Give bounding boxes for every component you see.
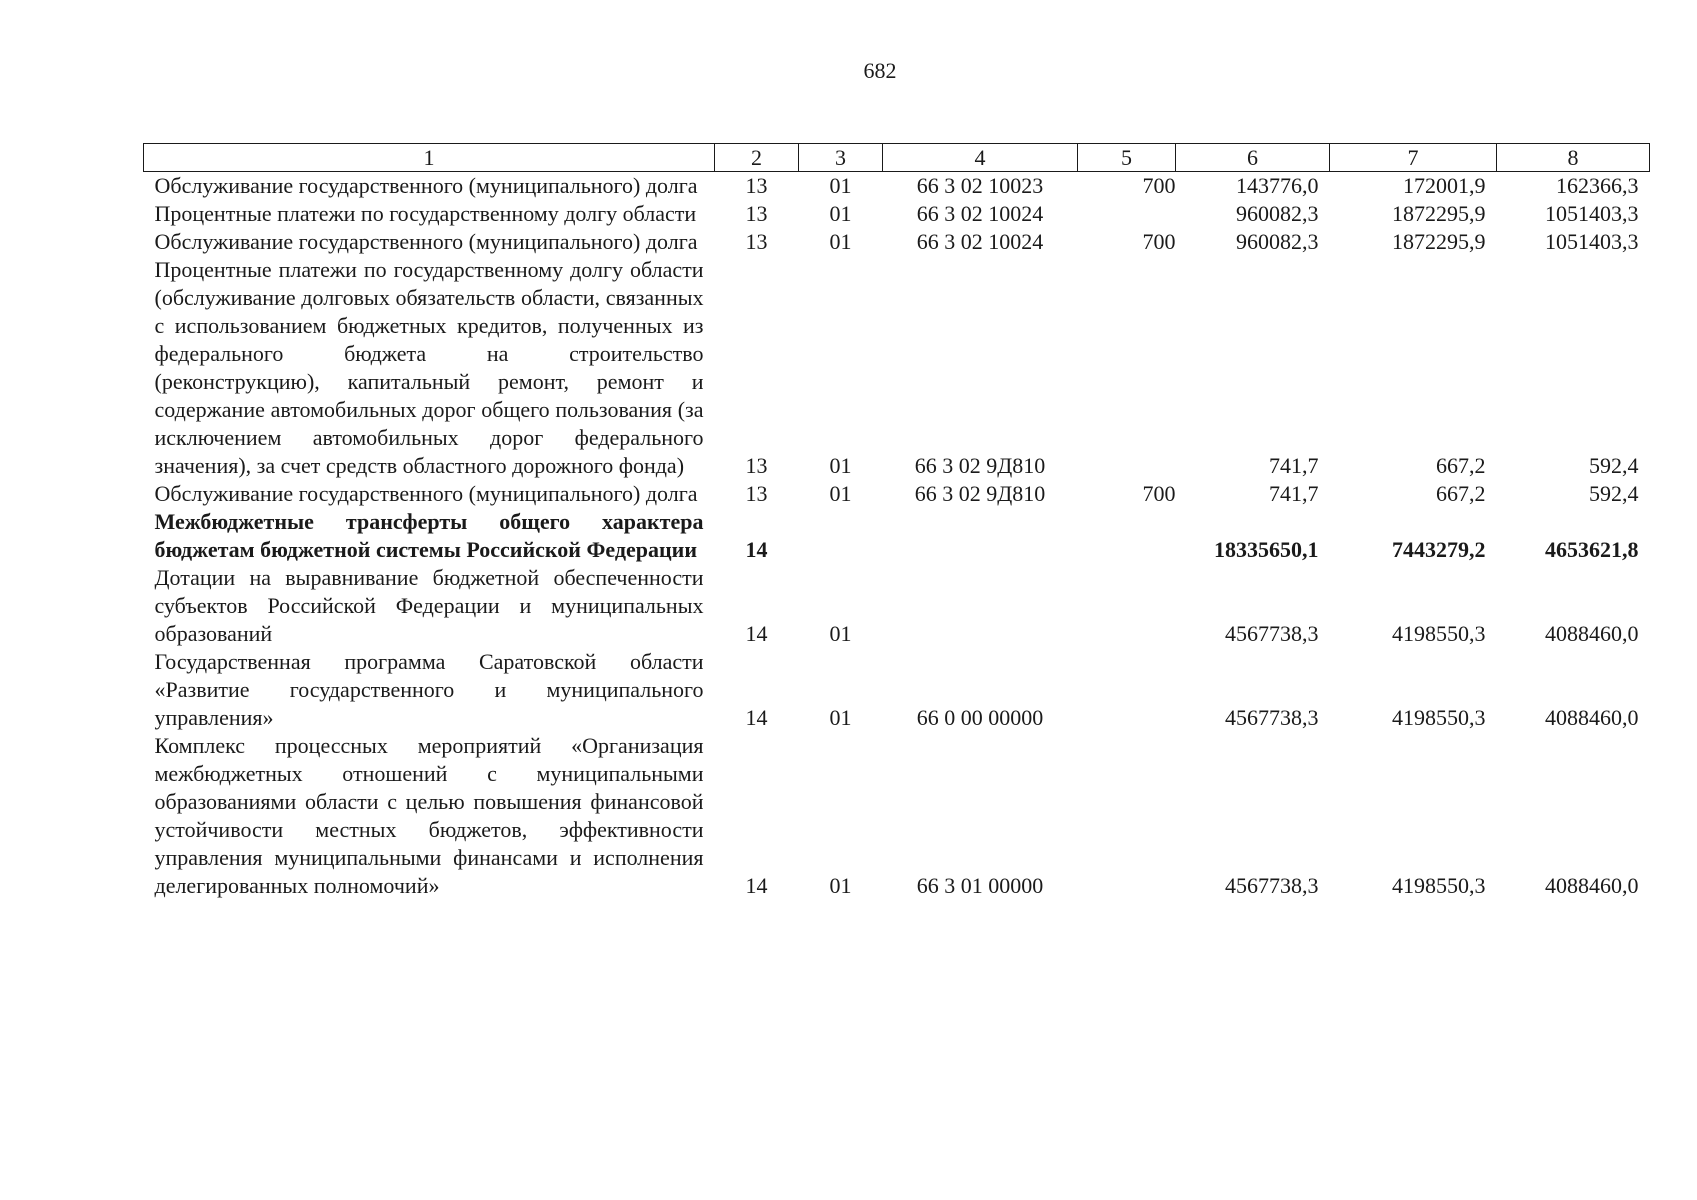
section-code: 14 [745,621,768,646]
subsection-code: 01 [829,229,852,254]
expense-type-code: 700 [1142,173,1176,198]
subsection-code [799,508,883,564]
amount-col-7: 172001,9 [1403,173,1486,198]
expense-type-code [1078,648,1176,732]
amount-col-6: 960082,3 [1236,201,1319,226]
section-code: 13 [745,229,768,254]
table-row [144,732,1650,900]
amount-col-8: 1051403,3 [1545,201,1639,226]
column-header-4: 4 [883,144,1078,172]
column-header-7: 7 [1330,144,1497,172]
expense-type-code [1078,508,1176,564]
amount-col-6: 143776,0 [1236,173,1319,198]
section-code: 14 [745,537,768,562]
target-article-code: 66 3 02 10023 [916,173,1044,198]
amount-col-8: 4088460,0 [1545,873,1639,898]
expense-type-code: 700 [1142,481,1176,506]
subsection-code: 01 [829,481,852,506]
amount-col-7: 7443279,2 [1392,537,1486,562]
table-row [144,564,1650,648]
amount-col-7: 667,2 [1436,453,1486,478]
section-code: 13 [745,173,768,198]
header-row [144,144,1650,172]
item-name: Обслуживание государственного (муниципального) долга [154,481,698,506]
subsection-code: 01 [829,705,852,730]
amount-col-6: 4567738,3 [1225,873,1319,898]
amount-col-8: 4653621,8 [1545,537,1639,562]
amount-col-6: 18335650,1 [1214,537,1319,562]
column-header-5: 5 [1078,144,1176,172]
subsection-code: 01 [829,873,852,898]
item-name: Государственная программа Саратовской области «Развитие государственного и муниципального управления» [154,649,704,730]
section-code: 13 [745,201,768,226]
budget-table [143,143,1650,900]
item-name: Дотации на выравнивание бюджетной обеспеченности субъектов Российской Федерации и муниципальных образований [154,565,704,646]
subsection-code: 01 [829,173,852,198]
amount-col-8: 162366,3 [1556,173,1639,198]
table-row [144,200,1650,228]
section-code: 14 [745,873,768,898]
amount-col-7: 1872295,9 [1392,229,1486,254]
item-name: Процентные платежи по государственному долгу области (обслуживание долговых обязательств области, связанных с использованием бюджетных кредитов, полученных из федерального бюджета на строительство (реконструкцию), капитальный ремонт, ремонт и содержание автомобильных дорог общего пользования (за исключением автомобильных дорог федерального значения), за счет средств областного дорожного фонда) [154,257,704,478]
section-code: 14 [745,705,768,730]
target-article-code: 66 3 02 10024 [916,201,1044,226]
amount-col-7: 1872295,9 [1392,201,1486,226]
expense-type-code [1078,732,1176,900]
item-name: Межбюджетные трансферты общего характера бюджетам бюджетной системы Российской Федерации [154,509,704,562]
section-code: 13 [745,453,768,478]
amount-col-6: 741,7 [1269,453,1319,478]
amount-col-8: 592,4 [1589,481,1639,506]
amount-col-6: 4567738,3 [1225,621,1319,646]
subsection-code: 01 [829,621,852,646]
amount-col-6: 4567738,3 [1225,705,1319,730]
item-name: Процентные платежи по государственному долгу области [154,201,697,226]
column-header-1: 1 [144,144,715,172]
target-article-code: 66 3 01 00000 [916,873,1044,898]
amount-col-7: 667,2 [1436,481,1486,506]
target-article-code: 66 3 02 10024 [916,229,1044,254]
amount-col-7: 4198550,3 [1392,873,1486,898]
subsection-code: 01 [829,453,852,478]
column-header-8: 8 [1497,144,1650,172]
amount-col-8: 1051403,3 [1545,229,1639,254]
amount-col-8: 592,4 [1589,453,1639,478]
expense-type-code [1078,564,1176,648]
amount-col-6: 741,7 [1269,481,1319,506]
subsection-code: 01 [829,201,852,226]
table-body [144,172,1650,901]
table-row [144,508,1650,564]
section-code: 13 [745,481,768,506]
item-name: Обслуживание государственного (муниципального) долга [154,229,698,254]
expense-type-code: 700 [1142,229,1176,254]
target-article-code [883,508,1078,564]
table-row [144,256,1650,480]
target-article-code: 66 3 02 9Д810 [914,481,1046,506]
table-row [144,172,1650,201]
table-row [144,228,1650,256]
item-name: Обслуживание государственного (муниципального) долга [154,173,698,198]
column-header-3: 3 [799,144,883,172]
target-article-code: 66 3 02 9Д810 [914,453,1046,478]
amount-col-7: 4198550,3 [1392,705,1486,730]
target-article-code [883,564,1078,648]
column-header-2: 2 [715,144,799,172]
page-number: 682 [863,58,897,83]
amount-col-6: 960082,3 [1236,229,1319,254]
item-name: Комплекс процессных мероприятий «Организация межбюджетных отношений с муниципальными образованиями области с целью повышения финансовой устойчивости местных бюджетов, эффективности управления муниципальными финансами и исполнения делегированных полномочий» [154,733,704,898]
amount-col-8: 4088460,0 [1545,621,1639,646]
column-header-6: 6 [1176,144,1330,172]
amount-col-7: 4198550,3 [1392,621,1486,646]
table-row [144,648,1650,732]
expense-type-code [1078,200,1176,228]
amount-col-8: 4088460,0 [1545,705,1639,730]
table-row [144,480,1650,508]
target-article-code: 66 0 00 00000 [916,705,1044,730]
expense-type-code [1078,256,1176,480]
